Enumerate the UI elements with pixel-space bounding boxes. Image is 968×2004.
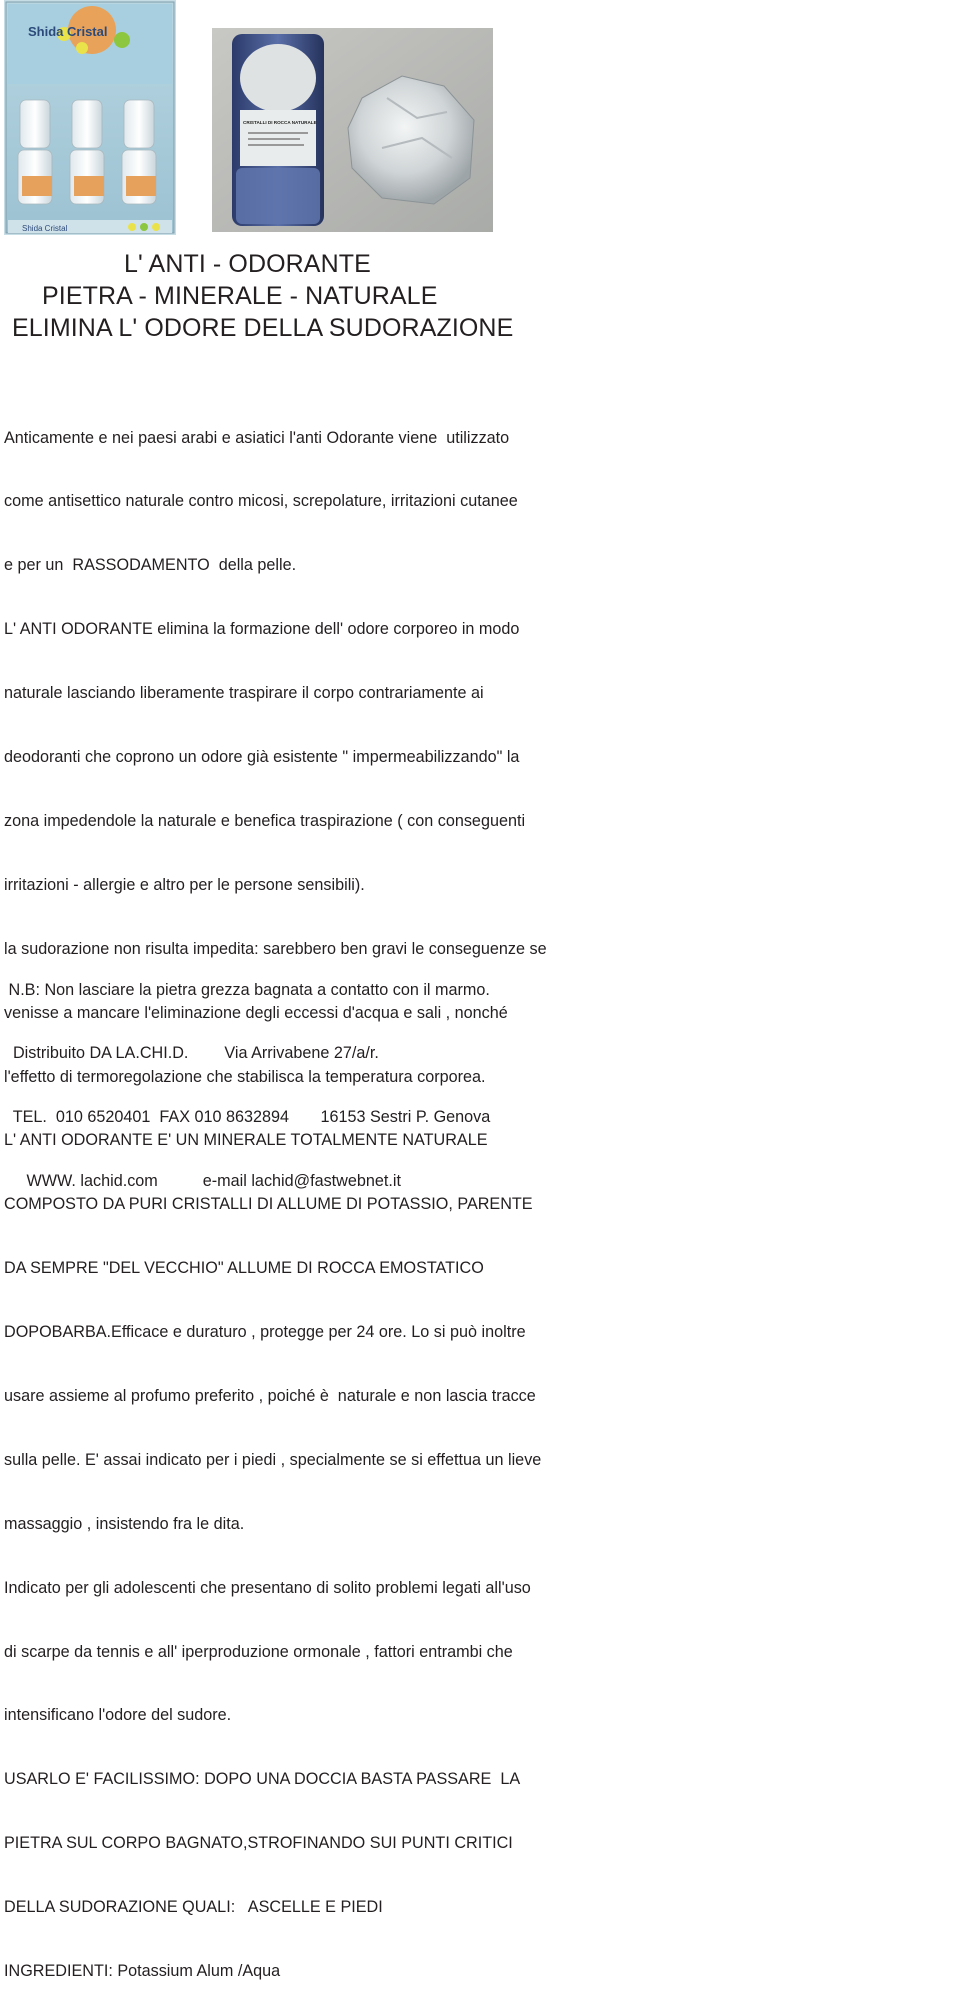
footer-note: N.B: Non lasciare la pietra grezza bagnata a contatto con il marmo.: [4, 980, 490, 999]
body-line: PIETRA SUL CORPO BAGNATO,STROFINANDO SUI PUNTI CRITICI: [4, 1834, 513, 1853]
body-line: L' ANTI ODORANTE elimina la formazione dell' odore corporeo in modo: [4, 620, 520, 639]
body-line: la sudorazione non risulta impedita: sarebbero ben gravi le conseguenze se: [4, 939, 547, 958]
body-line: DELLA SUDORAZIONE QUALI: ASCELLE E PIEDI: [4, 1898, 383, 1917]
title-line-3: ELIMINA L' ODORE DELLA SUDORAZIONE: [12, 314, 514, 342]
body-line: DA SEMPRE "DEL VECCHIO" ALLUME DI ROCCA EMOSTATICO: [4, 1259, 484, 1278]
body-line: massaggio , insistendo fra le dita.: [4, 1514, 245, 1533]
body-line: sulla pelle. E' assai indicato per i piedi , specialmente se si effettua un lieve: [4, 1450, 542, 1469]
display-box-brand: [28, 24, 107, 39]
body-line: naturale lasciando liberamente traspirare il corpo contrariamente ai: [4, 684, 484, 703]
title-line-2: PIETRA - MINERALE - NATURALE: [42, 282, 438, 310]
alum-stick-and-crystal-image: [212, 28, 493, 232]
title-line-1: L' ANTI - ODORANTE: [124, 250, 371, 278]
body-line: irritazioni - allergie e altro per le persone sensibili).: [4, 875, 365, 894]
body-line: come antisettico naturale contro micosi, screpolature, irritazioni cutanee: [4, 492, 518, 511]
body-line: L' ANTI ODORANTE E' UN MINERALE TOTALMENTE NATURALE: [4, 1131, 488, 1150]
product-display-box-image: [4, 0, 176, 235]
body-line: e per un RASSODAMENTO della pelle.: [4, 556, 297, 575]
body-line: intensificano l'odore del sudore.: [4, 1706, 232, 1725]
body-line: DOPOBARBA.Efficace e duraturo , protegge per 24 ore. Lo si può inoltre: [4, 1323, 526, 1342]
footer-distributor: Distribuito DA LA.CHI.D. Via Arrivabene 27/a/r.: [4, 1044, 379, 1063]
stick-label: CRISTALLI DI ROCCA NATURALE: [243, 120, 317, 125]
body-line: COMPOSTO DA PURI CRISTALLI DI ALLUME DI POTASSIO, PARENTE: [4, 1195, 533, 1214]
svg-text:Shida Cristal: Shida Cristal: [28, 24, 108, 39]
body-line: di scarpe da tennis e all' iperproduzione ormonale , fattori entrambi che: [4, 1642, 513, 1661]
body-line: deodoranti che coprono un odore già esistente " impermeabilizzando" la: [4, 748, 520, 767]
body-line: zona impedendole la naturale e benefica traspirazione ( con conseguenti: [4, 811, 526, 830]
display-box-bottom-label: Shida Cristal: [22, 224, 68, 233]
footer-web-email: WWW. lachid.com e-mail lachid@fastwebnet.it: [4, 1172, 401, 1191]
body-line: venisse a mancare l'eliminazione degli eccessi d'acqua e sali , nonché: [4, 1003, 508, 1022]
footer-phone-fax: TEL. 010 6520401 FAX 010 8632894 16153 Sestri P. Genova: [4, 1108, 491, 1127]
body-line: usare assieme al profumo preferito , poiché è naturale e non lascia tracce: [4, 1386, 536, 1405]
body-line: Indicato per gli adolescenti che presentano di solito problemi legati all'uso: [4, 1578, 531, 1597]
distributor-footer: [4, 937, 644, 1214]
body-line: INGREDIENTI: Potassium Alum /Aqua: [4, 1961, 281, 1980]
body-line: l'effetto di termoregolazione che stabilisca la temperatura corporea.: [4, 1067, 486, 1086]
body-line: Anticamente e nei paesi arabi e asiatici l'anti Odorante viene utilizzato: [4, 428, 510, 447]
body-line: USARLO E' FACILISSIMO: DOPO UNA DOCCIA BASTA PASSARE LA: [4, 1770, 521, 1789]
